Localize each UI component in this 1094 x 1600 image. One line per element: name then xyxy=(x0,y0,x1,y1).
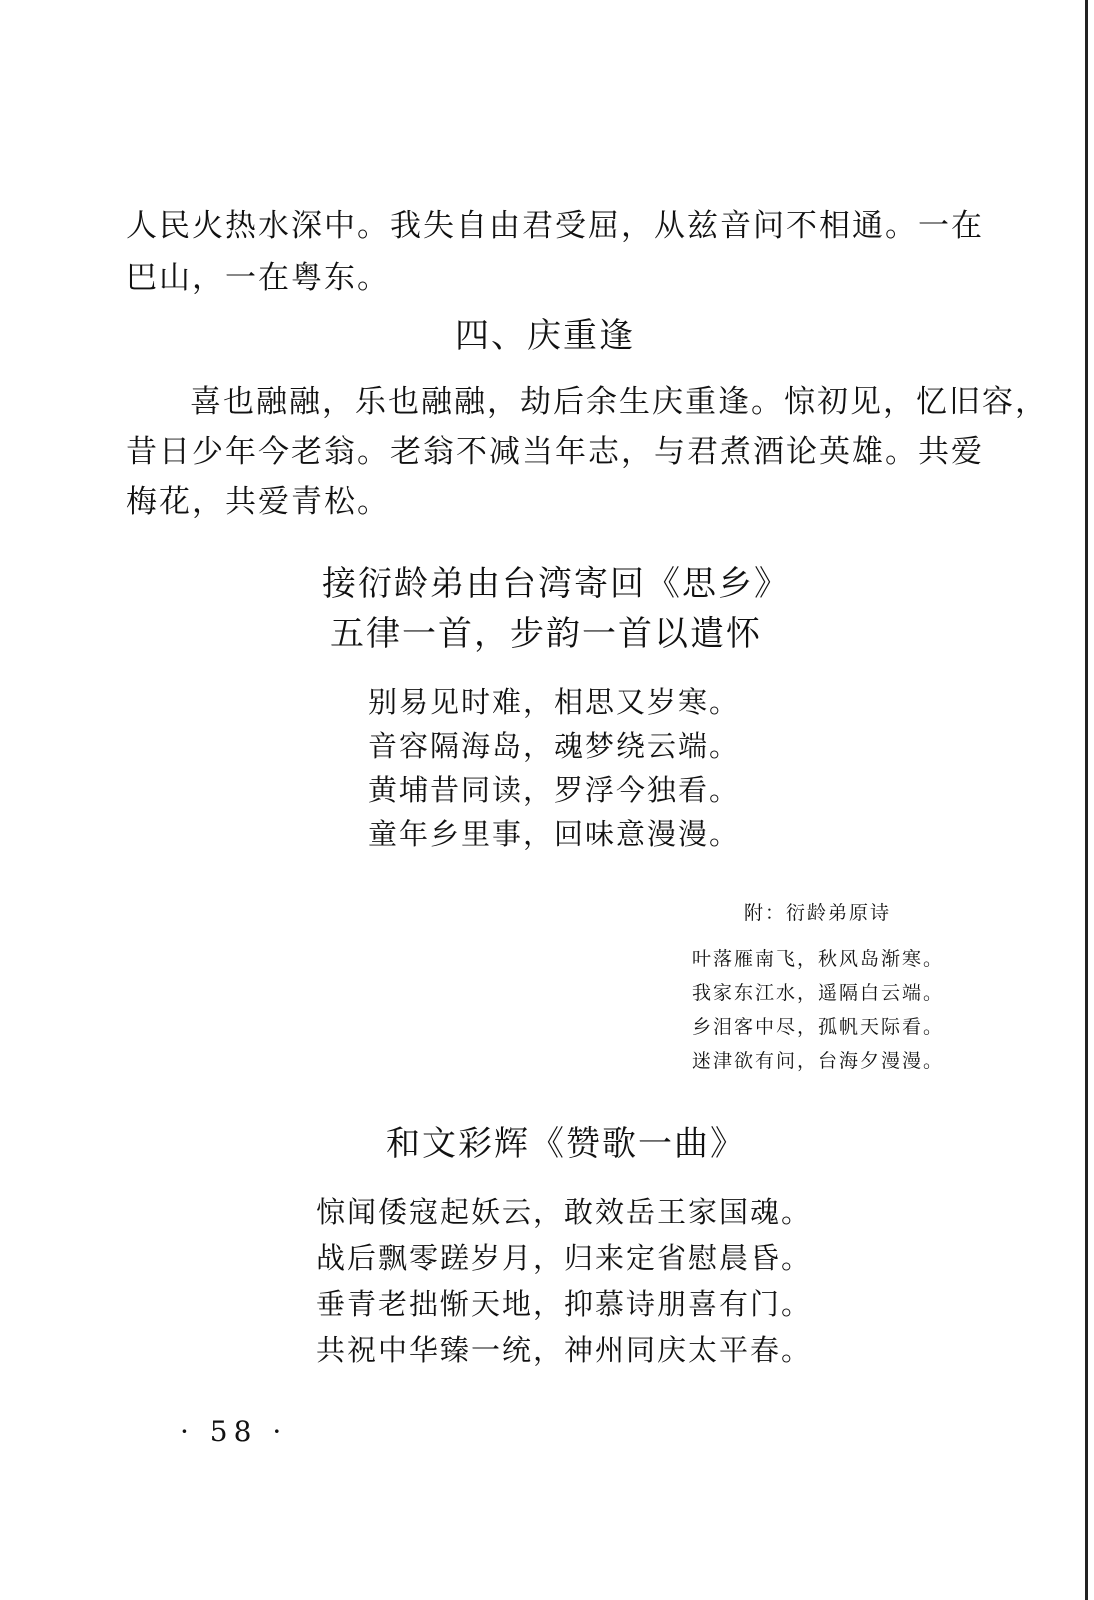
poem-one-line-4: 童年乡里事，回味意漫漫。 xyxy=(368,817,741,851)
page-number: · 58 · xyxy=(180,1415,288,1448)
section-four-line-2: 昔日少年今老翁。老翁不减当年志，与君煮酒论英雄。共爱 xyxy=(126,434,984,470)
poem-one-line-2: 音容隔海岛，魂梦绕云端。 xyxy=(368,729,741,763)
poem-one-line-1: 别易见时难，相思又岁寒。 xyxy=(368,685,741,719)
appendix-line-3: 乡泪客中尽，孤帆天际看。 xyxy=(692,1016,945,1038)
appendix-line-2: 我家东江水，遥隔白云端。 xyxy=(692,982,945,1004)
poem-one-title-line-2: 五律一首，步韵一首以遣怀 xyxy=(330,614,762,654)
appendix-line-1: 叶落雁南飞，秋风岛渐寒。 xyxy=(692,948,945,970)
appendix-line-4: 迷津欲有问，台海夕漫漫。 xyxy=(692,1050,945,1072)
page-edge-line xyxy=(1085,0,1088,1600)
poem-two-title: 和文彩辉《赞歌一曲》 xyxy=(386,1124,746,1164)
poem-two-line-2: 战后飘零蹉岁月，归来定省慰晨昏。 xyxy=(316,1241,813,1275)
poem-one-line-3: 黄埔昔同读，罗浮今独看。 xyxy=(368,773,741,807)
poem-two-line-3: 垂青老拙惭天地，抑慕诗朋喜有门。 xyxy=(316,1287,813,1321)
section-four-title: 四、庆重逢 xyxy=(455,316,635,356)
poem-two-line-1: 惊闻倭寇起妖云，敢效岳王家国魂。 xyxy=(316,1195,813,1229)
section-four-line-1: 喜也融融，乐也融融，劫后余生庆重逢。惊初见，忆旧容， xyxy=(190,384,1048,420)
poem-one-title-line-1: 接衍龄弟由台湾寄回《思乡》 xyxy=(322,564,790,604)
appendix-title: 附：衍龄弟原诗 xyxy=(744,902,892,924)
intro-line-2: 巴山，一在粤东。 xyxy=(126,260,390,296)
poem-two-line-4: 共祝中华臻一统，神州同庆太平春。 xyxy=(316,1333,813,1367)
intro-line-1: 人民火热水深中。我失自由君受屈，从兹音问不相通。一在 xyxy=(126,208,984,244)
section-four-line-3: 梅花，共爱青松。 xyxy=(126,484,390,520)
